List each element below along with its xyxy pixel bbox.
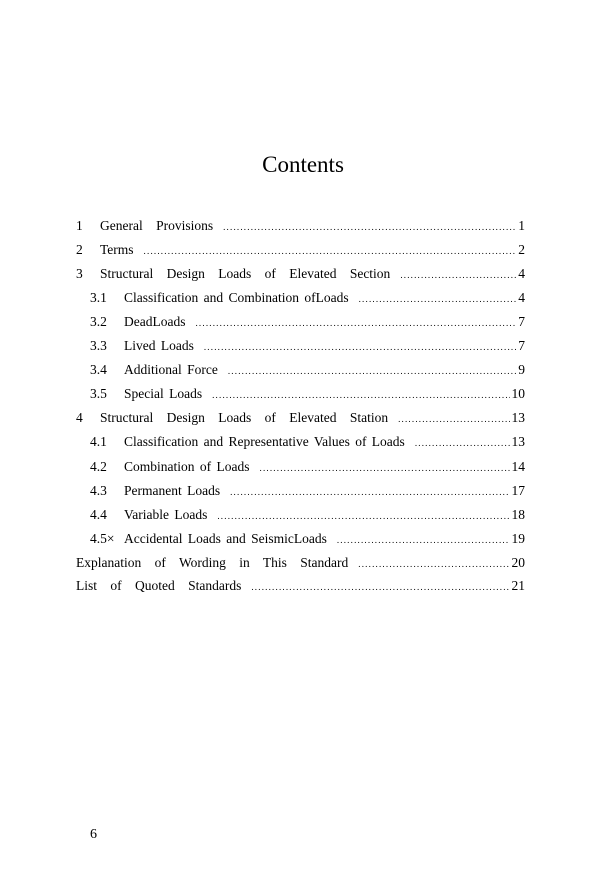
toc-dot-leader: [359, 287, 517, 311]
toc-entry-3-4[interactable]: [76, 358, 525, 382]
toc-entry-number: 3.2: [90, 314, 107, 329]
toc-entry-page: 1: [518, 218, 525, 233]
toc-entry-3[interactable]: [76, 262, 525, 286]
toc-entry-page: 21: [511, 578, 525, 593]
toc-entry-title: Combination of Loads: [124, 459, 250, 474]
toc-entry-title: Special Loads: [124, 386, 203, 401]
toc-entry-title: Lived Loads: [124, 338, 194, 353]
toc-entry-3-5[interactable]: [76, 382, 525, 406]
toc-entry-title: Explanation of Wording in This Standard: [76, 555, 349, 570]
toc-entry-title: Classification and Combination ofLoads: [124, 290, 349, 305]
toc-dot-leader: [144, 239, 517, 263]
toc-entry-page: 7: [518, 314, 525, 329]
toc-dot-leader: [251, 575, 509, 599]
toc-entry-number: 4.2: [90, 459, 107, 474]
toc-entry-number: 4.3: [90, 483, 107, 498]
toc-entry-2[interactable]: [76, 238, 525, 262]
toc-entry-page: 19: [511, 531, 525, 546]
toc-dot-leader: [400, 263, 516, 287]
toc-dot-leader: [260, 456, 510, 481]
toc-entry-title: DeadLoads: [124, 314, 186, 329]
toc-entry-number: 1: [76, 218, 83, 233]
toc-entry-page: 7: [518, 338, 525, 353]
toc-dot-leader: [358, 553, 509, 576]
toc-entry-number: 2: [76, 242, 83, 257]
toc-entry-page: 18: [511, 507, 525, 522]
page-title: Contents: [262, 152, 344, 177]
toc-entry-3-3[interactable]: [76, 334, 525, 358]
toc-entry-number: 4.5×: [90, 531, 115, 546]
toc-entry-4-2[interactable]: [76, 454, 525, 479]
toc-dot-leader: [223, 215, 516, 239]
toc-entry-4-5[interactable]: [76, 527, 525, 551]
toc-entry-title: Terms: [100, 242, 134, 257]
toc-entry-title: Variable Loads: [124, 507, 208, 522]
toc-entry-page: 4: [518, 266, 525, 281]
toc-entry-title: Permanent Loads: [124, 483, 221, 498]
toc-dot-leader: [230, 480, 509, 504]
toc-entry-4-1[interactable]: [76, 430, 525, 454]
toc-dot-leader: [204, 335, 516, 359]
toc-entry-page: 2: [518, 242, 525, 257]
toc-entry-page: 20: [511, 555, 525, 570]
toc-entry-title: List of Quoted Standards: [76, 578, 242, 593]
toc-entry-list-of-quoted-standards[interactable]: [76, 574, 525, 598]
toc-entry-title: General Provisions: [100, 218, 214, 233]
toc-entry-number: 3.3: [90, 338, 107, 353]
toc-entry-explanation-of-wording[interactable]: [76, 551, 525, 574]
toc-entry-4[interactable]: [76, 406, 525, 430]
toc-entry-number: 3.1: [90, 290, 107, 305]
toc-entry-page: 4: [518, 290, 525, 305]
toc-entry-page: 9: [518, 362, 525, 377]
toc-entry-page: 13: [511, 410, 525, 425]
toc-dot-leader: [337, 528, 510, 552]
toc-entry-number: 3.4: [90, 362, 107, 377]
toc-entry-title: Structural Design Loads of Elevated Station: [100, 410, 389, 425]
toc-entry-page: 14: [511, 459, 525, 474]
toc-dot-leader: [195, 311, 516, 335]
toc-dot-leader: [217, 504, 509, 528]
toc-entry-title: Additional Force: [124, 362, 218, 377]
toc-entry-title: Accidental Loads and SeismicLoads: [124, 531, 327, 546]
toc-entry-number: 3.5: [90, 386, 107, 401]
toc-entry-page: 17: [511, 483, 525, 498]
toc-entry-1[interactable]: [76, 214, 525, 238]
toc-entry-page: 13: [511, 434, 525, 449]
toc-entry-page: 10: [511, 386, 525, 401]
toc-entry-title: Classification and Representative Values of Loads: [124, 434, 405, 449]
toc-entry-3-2[interactable]: [76, 310, 525, 334]
toc-dot-leader: [415, 431, 510, 455]
toc-entry-number: 4.1: [90, 434, 107, 449]
toc-entry-3-1[interactable]: [76, 286, 525, 310]
toc-entry-title: Structural Design Loads of Elevated Section: [100, 266, 391, 281]
toc-dot-leader: [212, 383, 509, 407]
toc-entry-number: 4.4: [90, 507, 107, 522]
page-number: 6: [90, 827, 97, 842]
toc-dot-leader: [228, 359, 516, 383]
toc-entry-number: 4: [76, 410, 83, 425]
toc-entry-4-3[interactable]: [76, 479, 525, 503]
toc-dot-leader: [398, 407, 509, 431]
toc-entry-number: 3: [76, 266, 83, 281]
toc-entry-4-4[interactable]: [76, 503, 525, 527]
table-of-contents: [76, 214, 525, 598]
